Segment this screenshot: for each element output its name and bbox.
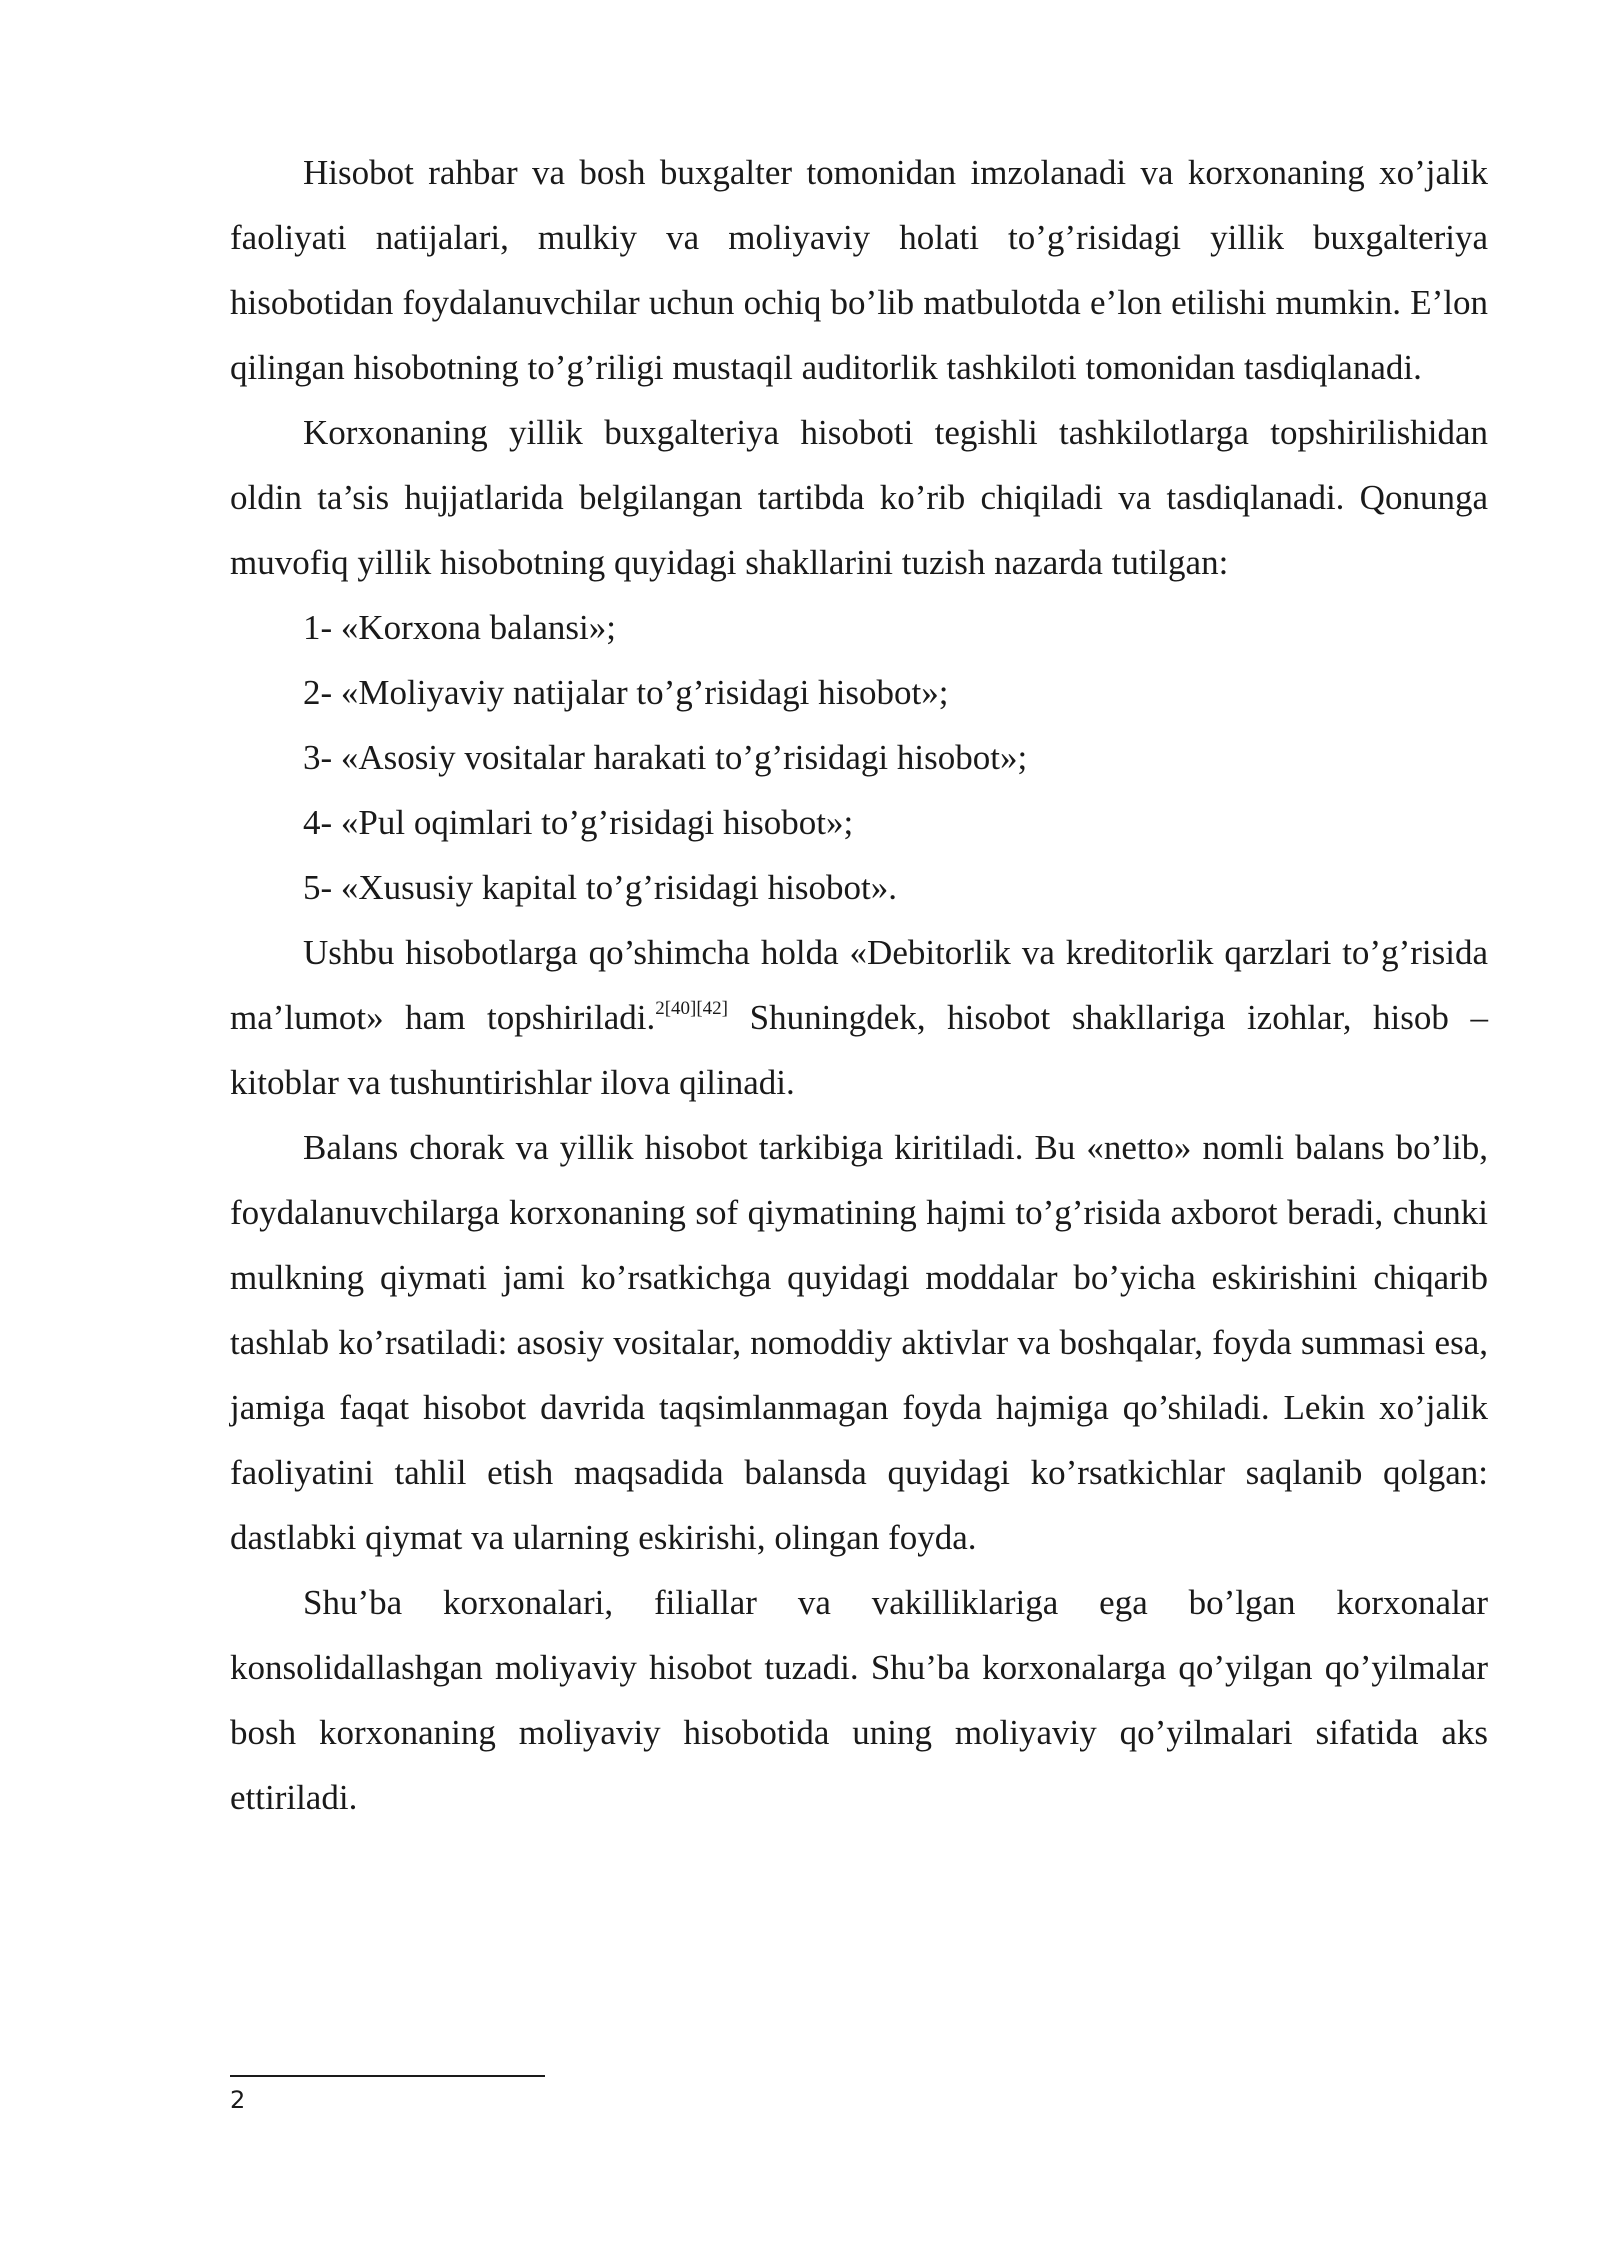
paragraph-text: Shuningdek, hisobot shakllariga izohlar, hisob – kitoblar va tushuntirishlar ilova qilinadi. — [230, 998, 1488, 1102]
footnote-number: 2 — [230, 2086, 246, 2114]
list-item: 3- «Asosiy vositalar harakati to’g’risidagi hisobot»; — [303, 738, 1028, 777]
list-item: 1- «Korxona balansi»; — [303, 608, 616, 647]
paragraph-signing: Hisobot rahbar va bosh buxgalter tomonidan imzolanadi va korxonaning xo’jalik faoliyati natijalari, mulkiy va moliyaviy holati to’g’risidagi yillik buxgalteriya hisobotidan foydalanuvchilar uchun ochiq bo’lib matbulotda e’lon etilishi mumkin. E’lon qilingan hisobotning to’g’riligi mustaqil auditorlik tashkiloti tomonidan tasdiqlanadi. — [230, 153, 1488, 387]
list-item: 5- «Xususiy kapital to’g’risidagi hisobot». — [303, 868, 897, 907]
list-item: 4- «Pul oqimlari to’g’risidagi hisobot»; — [303, 803, 854, 842]
footnote-reference[interactable]: 2[40][42] — [655, 998, 729, 1020]
paragraph-subsidiaries: Shu’ba korxonalari, filiallar va vakilliklariga ega bo’lgan korxonalar konsolidallashgan moliyaviy hisobot tuzadi. Shu’ba korxonalarga qo’yilgan qo’yilmalar bosh korxonaning moliyaviy hisobotida uning moliyaviy qo’yilmalari sifatida aks ettiriladi. — [230, 1583, 1488, 1817]
paragraph-text: Ushbu hisobotlarga qo’shimcha holda «Debitorlik va kreditorlik qarzlari to’g’risida ma’lumot» ham topshiriladi. — [230, 933, 1488, 1037]
paragraph-additional-reports — [230, 920, 1488, 1115]
document-body — [230, 140, 1488, 1830]
footnote-separator — [230, 2075, 545, 2077]
list-item: 2- «Moliyaviy natijalar to’g’risidagi hisobot»; — [303, 673, 949, 712]
paragraph-annual-report: Korxonaning yillik buxgalteriya hisoboti tegishli tashkilotlarga topshirilishidan oldin ta’sis hujjatlarida belgilangan tartibda ko’rib chiqiladi va tasdiqlanadi. Qonunga muvofiq yillik hisobotning quyidagi shakllarini tuzish nazarda tutilgan: — [230, 413, 1488, 582]
paragraph-balance: Balans chorak va yillik hisobot tarkibiga kiritiladi. Bu «netto» nomli balans bo’lib, foydalanuvchilarga korxonaning sof qiymatining hajmi to’g’risida axborot beradi, chunki mulkning qiymati jami ko’rsatkichga quyidagi moddalar bo’yicha eskirishini chiqarib tashlab ko’rsatiladi: asosiy vositalar, nomoddiy aktivlar va boshqalar, foyda summasi esa, jamiga faqat hisobot davrida taqsimlanmagan foyda hajmiga qo’shiladi. Lekin xo’jalik faoliyatini tahlil etish maqsadida balansda quyidagi ko’rsatkichlar saqlanib qolgan: dastlabki qiymat va ularning eskirishi, olingan foyda. — [230, 1128, 1488, 1557]
